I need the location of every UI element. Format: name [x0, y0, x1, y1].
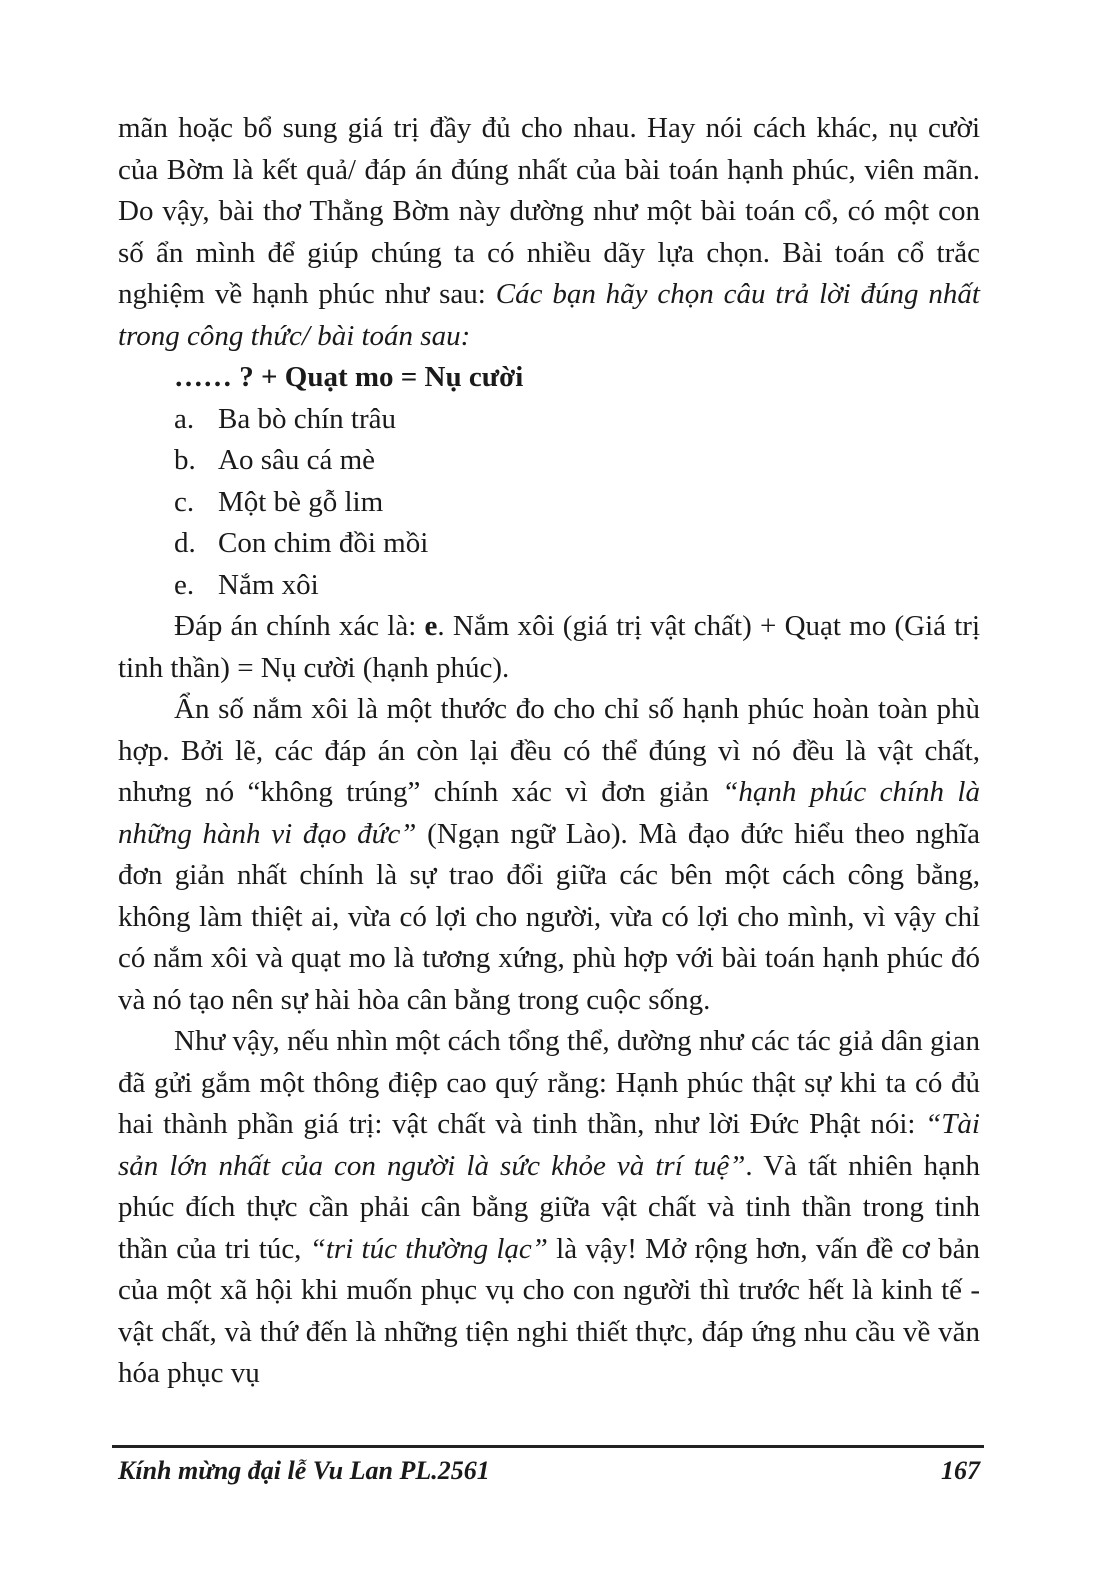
paragraph-4-quote-1: “Tài sản lớn nhất của con người là sức khỏe và trí tuệ”	[118, 1108, 980, 1182]
paragraph-2-rest: . Nắm xôi (giá trị vật chất) + Quạt mo (Giá trị tinh thần) = Nụ cười (hạnh phúc).	[118, 610, 981, 684]
footer-rule	[112, 1445, 984, 1448]
paragraph-3-text: Ẩn số nắm xôi là một thước đo cho chỉ số hạnh phúc hoàn toàn phù hợp. Bởi lẽ, các đáp án còn lại đều có thể đúng vì nó đều là vật chất, nhưng nó “không trúng” chính xác vì đơn giản	[118, 693, 980, 808]
paragraph-4	[118, 1021, 980, 1395]
page-footer	[118, 1456, 980, 1486]
option-text: Ba bò chín trâu	[218, 402, 396, 435]
option-text: Nắm xôi	[218, 568, 319, 601]
option-item	[174, 523, 980, 565]
option-item	[174, 399, 980, 441]
paragraph-3	[118, 689, 980, 1021]
paragraph-1-italic: Các bạn hãy chọn câu trả lời đúng nhất trong công thức/ bài toán sau:	[118, 278, 980, 352]
options-list	[118, 399, 980, 607]
paragraph-1	[118, 108, 980, 357]
option-item	[174, 482, 980, 524]
option-item	[174, 440, 980, 482]
paragraph-4-quote-2: “tri túc thường lạc”	[309, 1232, 548, 1265]
page-body	[118, 108, 980, 1395]
option-text: Ao sâu cá mè	[218, 444, 376, 476]
formula: …… ? + Quạt mo = Nụ cười	[174, 361, 524, 393]
answer-letter: e	[424, 610, 438, 642]
paragraph-4-text: Như vậy, nếu nhìn một cách tổng thể, dường như các tác giả dân gian đã gửi gắm một thông điệp cao quý rằng: Hạnh phúc thật sự khi ta có đủ hai thành phần giá trị: vật chất và tinh thần, như lời Đức Phật nói:	[118, 1025, 980, 1140]
option-key: a.	[174, 402, 195, 435]
option-key: c.	[174, 485, 195, 518]
option-text: Một bè gỗ lim	[218, 485, 384, 518]
option-text: Con chim đồi mồi	[218, 527, 429, 559]
page-number: 167	[941, 1456, 980, 1485]
footer-title: Kính mừng đại lễ Vu Lan PL.2561	[118, 1456, 490, 1485]
paragraph-2	[118, 606, 980, 689]
paragraph-3-quote: “hạnh phúc chính là những hành vi đạo đức”	[118, 776, 980, 850]
option-item	[174, 565, 980, 607]
paragraph-4-mid: . Và tất nhiên hạnh phúc đích thực cần phải cân bằng giữa vật chất và tinh thần trong tinh thần của tri túc,	[118, 1149, 981, 1265]
paragraph-4-rest: là vậy! Mở rộng hơn, vấn đề cơ bản của một xã hội khi muốn phục vụ cho con người thì trước hết là kinh tế - vật chất, và thứ đến là những tiện nghi thiết thực, đáp ứng nhu cầu về văn hóa phục vụ	[118, 1232, 980, 1389]
option-key: b.	[174, 444, 196, 476]
option-key: e.	[174, 568, 195, 601]
option-key: d.	[174, 527, 196, 559]
paragraph-2-text: Đáp án chính xác là:	[174, 610, 425, 642]
paragraph-3-rest: (Ngạn ngữ Lào). Mà đạo đức hiểu theo nghĩa đơn giản nhất chính là sự trao đổi giữa các bên một cách công bằng, không làm thiệt ai, vừa có lợi cho người, vừa có lợi cho mình, vì vậy chỉ có nắm xôi và quạt mo là tương xứng, phù hợp với bài toán hạnh phúc đó và nó tạo nên sự hài hòa cân bằng trong cuộc sống.	[118, 817, 980, 1016]
paragraph-1-text: mãn hoặc bổ sung giá trị đầy đủ cho nhau. Hay nói cách khác, nụ cười của Bờm là kết quả/ đáp án đúng nhất của bài toán hạnh phúc, viên mãn. Do vậy, bài thơ Thằng Bờm này dường như một bài toán cổ, có một con số ẩn mình để giúp chúng ta có nhiều dãy lựa chọn. Bài toán cổ trắc nghiệm về hạnh phúc như sau:	[118, 112, 980, 310]
